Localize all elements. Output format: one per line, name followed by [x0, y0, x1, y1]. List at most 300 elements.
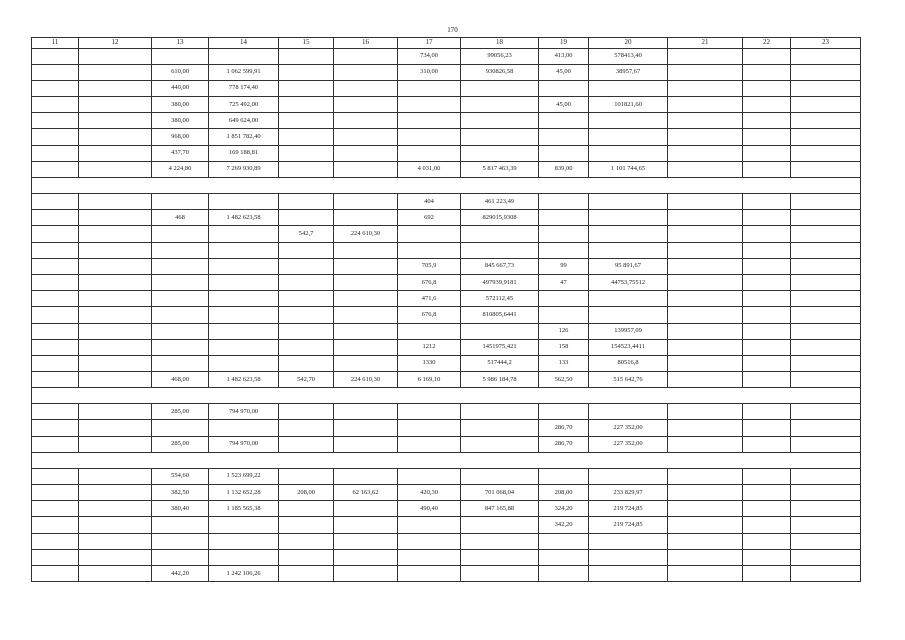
table-cell: [791, 129, 861, 145]
table-cell: 342,20: [539, 517, 589, 533]
table-cell: 227 352,00: [589, 420, 668, 436]
table-cell: [791, 48, 861, 64]
table-cell: 810805,6441: [461, 307, 539, 323]
table-cell: [539, 404, 589, 420]
table-cell: [743, 113, 791, 129]
table-cell: 515 642,76: [589, 372, 668, 388]
table-body: [32, 48, 861, 582]
table-cell: [461, 565, 539, 581]
table-cell: [743, 274, 791, 290]
table-cell: 490,40: [398, 501, 461, 517]
table-cell: 1 523 699,22: [209, 468, 279, 484]
table-cell: 158: [539, 339, 589, 355]
table-cell: [668, 129, 743, 145]
table-cell: [279, 355, 334, 371]
table-row: [32, 323, 861, 339]
table-cell: 1 062 599,91: [209, 64, 279, 80]
table-cell: [334, 48, 398, 64]
table-cell: [791, 80, 861, 96]
table-cell: [668, 48, 743, 64]
table-cell: [461, 97, 539, 113]
table-cell: 286,70: [539, 420, 589, 436]
table-cell: 7 269 930,89: [209, 161, 279, 177]
table-row: [32, 436, 861, 452]
table-cell: 227 352,00: [589, 436, 668, 452]
table-cell: [334, 161, 398, 177]
table-cell: 701 068,04: [461, 485, 539, 501]
table-row: [32, 291, 861, 307]
column-header: 14: [209, 38, 279, 49]
page-number: 170: [447, 26, 458, 34]
table-row: [32, 565, 861, 581]
table-cell: [539, 565, 589, 581]
table-cell: [743, 355, 791, 371]
table-cell: [461, 242, 539, 258]
table-cell: [668, 97, 743, 113]
table-cell: 208,00: [279, 485, 334, 501]
table-cell: [791, 291, 861, 307]
table-cell: 845 667,73: [461, 258, 539, 274]
table-row: [32, 485, 861, 501]
table-cell: 778 174,40: [209, 80, 279, 96]
table-cell: [791, 113, 861, 129]
table-cell: 99056,23: [461, 48, 539, 64]
table-cell: 930826,58: [461, 64, 539, 80]
table-cell: 497939,9181: [461, 274, 539, 290]
table-cell: 208,00: [539, 485, 589, 501]
table-cell: [279, 210, 334, 226]
table-cell: 219 724,85: [589, 517, 668, 533]
table-cell: 839,00: [539, 161, 589, 177]
table-cell: [743, 48, 791, 64]
table-cell: 101821,60: [589, 97, 668, 113]
table-cell: [743, 501, 791, 517]
table-cell: 47: [539, 274, 589, 290]
table-cell: 676,8: [398, 274, 461, 290]
table-cell: [539, 307, 589, 323]
table-cell: 1 482 623,58: [209, 372, 279, 388]
table-cell: [539, 80, 589, 96]
table-cell: [398, 226, 461, 242]
table-cell: [334, 113, 398, 129]
table-cell: [32, 355, 79, 371]
table-cell: [791, 64, 861, 80]
table-cell: [589, 468, 668, 484]
table-row: [32, 355, 861, 371]
table-row: [32, 80, 861, 96]
table-cell: 99: [539, 258, 589, 274]
table-cell: [279, 194, 334, 210]
table-cell: [279, 48, 334, 64]
table-cell: 649 624,00: [209, 113, 279, 129]
table-cell: 154523,4411: [589, 339, 668, 355]
table-cell: [589, 242, 668, 258]
table-cell: [32, 48, 79, 64]
table-cell: [668, 274, 743, 290]
column-header: 13: [152, 38, 209, 49]
table-cell: [461, 549, 539, 565]
separator-cell: [32, 388, 861, 404]
table-cell: [791, 258, 861, 274]
table-cell: 440,00: [152, 80, 209, 96]
table-cell: [539, 210, 589, 226]
table-row: [32, 194, 861, 210]
table-cell: [461, 404, 539, 420]
table-cell: 139957,09: [589, 323, 668, 339]
table-cell: [79, 129, 152, 145]
table-cell: [32, 194, 79, 210]
table-cell: [279, 242, 334, 258]
table-cell: [743, 436, 791, 452]
table-cell: [791, 242, 861, 258]
table-cell: 692: [398, 210, 461, 226]
table-cell: [79, 420, 152, 436]
table-cell: [791, 565, 861, 581]
table-cell: [791, 323, 861, 339]
section-separator-row: [32, 388, 861, 404]
table-cell: [334, 242, 398, 258]
table-cell: [209, 549, 279, 565]
table-cell: 413,00: [539, 48, 589, 64]
table-cell: 468: [152, 210, 209, 226]
table-cell: [461, 436, 539, 452]
table-cell: [539, 145, 589, 161]
table-cell: 1 101 744,65: [589, 161, 668, 177]
table-cell: 4 224,80: [152, 161, 209, 177]
section-separator-row: [32, 178, 861, 194]
table-cell: [539, 291, 589, 307]
table-cell: [152, 242, 209, 258]
table-cell: [334, 97, 398, 113]
table-cell: [279, 339, 334, 355]
table-cell: [152, 549, 209, 565]
table-cell: [79, 355, 152, 371]
table-cell: [79, 372, 152, 388]
table-cell: [32, 485, 79, 501]
table-cell: [279, 145, 334, 161]
table-cell: [152, 533, 209, 549]
table-cell: [152, 355, 209, 371]
table-cell: [209, 355, 279, 371]
table-cell: [152, 258, 209, 274]
table-cell: [79, 210, 152, 226]
column-header: 18: [461, 38, 539, 49]
table-cell: [791, 97, 861, 113]
table-cell: [209, 242, 279, 258]
table-cell: [539, 549, 589, 565]
table-cell: [398, 97, 461, 113]
table-cell: [668, 291, 743, 307]
table-row: [32, 307, 861, 323]
table-cell: [279, 533, 334, 549]
table-cell: [334, 291, 398, 307]
table-cell: [743, 242, 791, 258]
table-cell: [79, 242, 152, 258]
table-cell: [79, 323, 152, 339]
table-cell: [334, 339, 398, 355]
table-row: [32, 48, 861, 64]
table-cell: [743, 194, 791, 210]
table-cell: [589, 129, 668, 145]
table-row: [32, 161, 861, 177]
table-cell: [79, 113, 152, 129]
table-cell: [743, 226, 791, 242]
table-cell: [32, 436, 79, 452]
table-cell: [791, 372, 861, 388]
table-row: [32, 210, 861, 226]
table-cell: [743, 339, 791, 355]
table-cell: 219 724,85: [589, 501, 668, 517]
table-cell: 968,00: [152, 129, 209, 145]
table-cell: [79, 194, 152, 210]
table-cell: [32, 242, 79, 258]
table-cell: 437,70: [152, 145, 209, 161]
table-row: [32, 145, 861, 161]
table-cell: [539, 468, 589, 484]
table-cell: [279, 468, 334, 484]
table-cell: [334, 533, 398, 549]
table-cell: [539, 242, 589, 258]
table-cell: [668, 161, 743, 177]
column-header: 16: [334, 38, 398, 49]
table-cell: [32, 291, 79, 307]
table-cell: [32, 372, 79, 388]
table-cell: [334, 274, 398, 290]
table-cell: [539, 226, 589, 242]
table-cell: [79, 517, 152, 533]
table-cell: [668, 533, 743, 549]
table-cell: [334, 64, 398, 80]
table-cell: [461, 517, 539, 533]
table-cell: 133: [539, 355, 589, 371]
table-cell: [398, 549, 461, 565]
table-cell: [209, 323, 279, 339]
table-cell: [32, 323, 79, 339]
table-cell: 233 829,97: [589, 485, 668, 501]
table-cell: [79, 64, 152, 80]
table-cell: 468,00: [152, 372, 209, 388]
table-cell: [279, 291, 334, 307]
table-cell: [589, 145, 668, 161]
table-cell: [398, 436, 461, 452]
table-cell: [668, 258, 743, 274]
table-cell: [32, 404, 79, 420]
table-cell: [743, 210, 791, 226]
table-cell: [539, 194, 589, 210]
table-cell: [589, 210, 668, 226]
table-cell: [589, 291, 668, 307]
table-cell: [791, 194, 861, 210]
table-row: [32, 339, 861, 355]
table-row: [32, 64, 861, 80]
table-cell: [32, 533, 79, 549]
table-cell: [743, 323, 791, 339]
table-cell: [791, 145, 861, 161]
table-cell: [668, 113, 743, 129]
table-cell: 5 817 463,39: [461, 161, 539, 177]
table-cell: [32, 80, 79, 96]
table-cell: [152, 274, 209, 290]
table-cell: 578413,40: [589, 48, 668, 64]
table-cell: [589, 307, 668, 323]
table-cell: [791, 517, 861, 533]
table-cell: [209, 291, 279, 307]
table-cell: [79, 274, 152, 290]
column-header: 23: [791, 38, 861, 49]
table-cell: 38957,67: [589, 64, 668, 80]
table-cell: 404: [398, 194, 461, 210]
table-cell: [209, 339, 279, 355]
table-cell: [32, 129, 79, 145]
table-cell: [668, 372, 743, 388]
table-cell: [461, 420, 539, 436]
table-cell: [743, 145, 791, 161]
table-cell: [668, 194, 743, 210]
table-cell: [398, 533, 461, 549]
table-cell: [32, 468, 79, 484]
table-cell: [791, 404, 861, 420]
table-cell: [279, 501, 334, 517]
table-cell: [279, 420, 334, 436]
table-cell: [398, 420, 461, 436]
table-cell: [152, 291, 209, 307]
table-cell: [32, 210, 79, 226]
table-cell: [79, 226, 152, 242]
table-cell: [79, 436, 152, 452]
table-cell: [209, 258, 279, 274]
table-cell: [743, 485, 791, 501]
table-cell: [152, 420, 209, 436]
table-cell: 380,00: [152, 97, 209, 113]
column-header: 11: [32, 38, 79, 49]
table-cell: [32, 113, 79, 129]
table-cell: [743, 468, 791, 484]
table-cell: 1451975,421: [461, 339, 539, 355]
table-cell: [398, 242, 461, 258]
table-row: [32, 372, 861, 388]
table-cell: [743, 291, 791, 307]
table-cell: [461, 468, 539, 484]
table-cell: [79, 258, 152, 274]
table-cell: 542,70: [279, 372, 334, 388]
table-cell: 310,00: [398, 64, 461, 80]
table-cell: [743, 404, 791, 420]
table-cell: [791, 549, 861, 565]
table-cell: [32, 420, 79, 436]
table-cell: [334, 129, 398, 145]
table-cell: [79, 501, 152, 517]
table-cell: 45,00: [539, 97, 589, 113]
table-row: [32, 274, 861, 290]
table-cell: [279, 565, 334, 581]
table-cell: 542,7: [279, 226, 334, 242]
table-cell: [668, 565, 743, 581]
table-cell: 794 970,00: [209, 404, 279, 420]
table-cell: [209, 307, 279, 323]
table-cell: 95 891,67: [589, 258, 668, 274]
table-cell: 1 851 782,40: [209, 129, 279, 145]
table-cell: 847 165,88: [461, 501, 539, 517]
table-cell: 62 163,62: [334, 485, 398, 501]
table-cell: 705,9: [398, 258, 461, 274]
separator-cell: [32, 178, 861, 194]
table-cell: [398, 80, 461, 96]
table-cell: [398, 113, 461, 129]
table-cell: [79, 485, 152, 501]
table-cell: 1 482 623,58: [209, 210, 279, 226]
column-header: 15: [279, 38, 334, 49]
table-cell: [791, 339, 861, 355]
table-cell: [334, 420, 398, 436]
table-cell: [589, 194, 668, 210]
table-cell: [743, 80, 791, 96]
table-cell: 471,6: [398, 291, 461, 307]
table-cell: [209, 420, 279, 436]
table-cell: [791, 355, 861, 371]
table-cell: [461, 145, 539, 161]
table-cell: [279, 517, 334, 533]
table-cell: [589, 533, 668, 549]
table-cell: [398, 404, 461, 420]
table-cell: [279, 113, 334, 129]
table-cell: [32, 64, 79, 80]
table-cell: 44753,75512: [589, 274, 668, 290]
table-cell: [668, 145, 743, 161]
table-cell: [334, 404, 398, 420]
table-cell: [589, 113, 668, 129]
table-cell: [334, 194, 398, 210]
table-cell: 829015,9308: [461, 210, 539, 226]
table-cell: [279, 64, 334, 80]
table-cell: [334, 549, 398, 565]
table-cell: [589, 226, 668, 242]
table-cell: [209, 274, 279, 290]
column-header: 22: [743, 38, 791, 49]
column-header: 19: [539, 38, 589, 49]
table-cell: [791, 436, 861, 452]
table-cell: [152, 323, 209, 339]
table-cell: [79, 161, 152, 177]
table-cell: [668, 517, 743, 533]
table-cell: [791, 274, 861, 290]
table-cell: [461, 323, 539, 339]
table-cell: [79, 291, 152, 307]
table-cell: [79, 533, 152, 549]
table-cell: 676,8: [398, 307, 461, 323]
table-cell: [279, 307, 334, 323]
table-cell: [668, 226, 743, 242]
table-cell: [398, 565, 461, 581]
table-cell: [79, 404, 152, 420]
table-cell: [461, 226, 539, 242]
table-cell: [32, 258, 79, 274]
table-cell: 286,70: [539, 436, 589, 452]
table-cell: 794 970,00: [209, 436, 279, 452]
table-cell: [334, 436, 398, 452]
table-cell: 126: [539, 323, 589, 339]
table-cell: 6 169,10: [398, 372, 461, 388]
table-cell: [398, 145, 461, 161]
table-cell: 572112,45: [461, 291, 539, 307]
table-cell: 1 132 652,28: [209, 485, 279, 501]
table-cell: 285,00: [152, 404, 209, 420]
table-cell: 382,50: [152, 485, 209, 501]
table-cell: 725 492,00: [209, 97, 279, 113]
table-row: [32, 533, 861, 549]
table-cell: [334, 565, 398, 581]
table-cell: [79, 565, 152, 581]
table-cell: [279, 80, 334, 96]
